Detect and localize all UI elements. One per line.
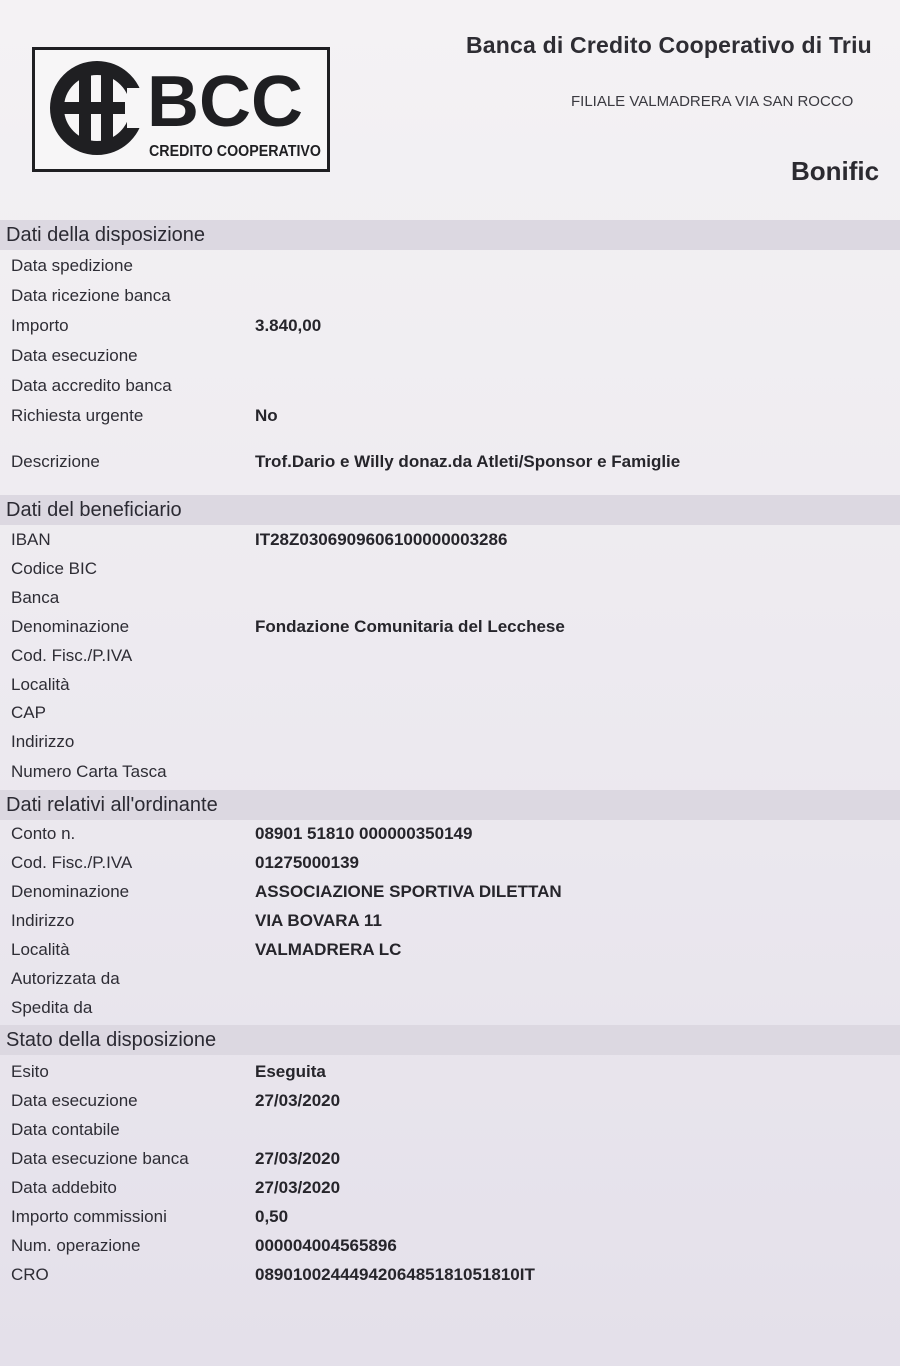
field-row	[0, 1088, 900, 1116]
logo-text: BCC	[147, 62, 303, 142]
field-label: Banca	[11, 588, 60, 607]
field-label: Conto n.	[11, 824, 76, 843]
field-value: 3.840,00	[255, 316, 322, 335]
section-header-stato	[0, 1025, 900, 1055]
section-header-disposizione	[0, 220, 900, 250]
field-row	[0, 995, 900, 1023]
field-label: Data contabile	[11, 1120, 120, 1139]
field-label: IBAN	[11, 530, 51, 549]
field-label: Data ricezione banca	[11, 286, 171, 305]
field-label: Data accredito banca	[11, 376, 172, 395]
field-label: Esito	[11, 1062, 49, 1081]
section-header-beneficiario	[0, 495, 900, 525]
field-value: 0,50	[255, 1207, 289, 1226]
field-row	[0, 700, 900, 728]
field-value: 000004004565896	[255, 1236, 397, 1255]
field-row	[0, 1204, 900, 1232]
field-label: CRO	[11, 1265, 49, 1284]
field-label: Autorizzata da	[11, 969, 120, 988]
field-value: 27/03/2020	[255, 1178, 341, 1197]
field-label: CAP	[11, 703, 46, 722]
field-row	[0, 821, 900, 849]
field-row	[0, 672, 900, 700]
branch-address: FILIALE VALMADRERA VIA SAN ROCCO	[571, 93, 854, 110]
field-label: Data addebito	[11, 1178, 117, 1197]
field-row	[0, 449, 900, 477]
field-row	[0, 283, 900, 311]
field-label: Cod. Fisc./P.IVA	[11, 646, 133, 665]
field-row	[0, 403, 900, 431]
field-row	[0, 585, 900, 613]
field-label: Indirizzo	[11, 732, 75, 751]
field-label: Indirizzo	[11, 911, 75, 930]
field-label: Data esecuzione banca	[11, 1149, 189, 1168]
field-row	[0, 729, 900, 757]
field-label: Località	[11, 940, 70, 959]
field-row	[0, 966, 900, 994]
document-title: Bonific	[791, 156, 880, 186]
field-value: Fondazione Comunitaria del Lecchese	[255, 617, 565, 636]
field-value: ASSOCIAZIONE SPORTIVA DILETTAN	[255, 882, 562, 901]
field-row	[0, 759, 900, 787]
field-label: Data esecuzione	[11, 346, 138, 365]
field-row	[0, 253, 900, 281]
field-label: Spedita da	[11, 998, 93, 1017]
field-row	[0, 1117, 900, 1145]
field-label: Denominazione	[11, 617, 130, 636]
field-label: Denominazione	[11, 882, 130, 901]
field-label: Località	[11, 675, 70, 694]
field-row	[0, 879, 900, 907]
field-row	[0, 1059, 900, 1087]
field-row	[0, 614, 900, 642]
field-label: Importo commissioni	[11, 1207, 167, 1226]
field-label: Richiesta urgente	[11, 406, 144, 425]
field-row	[0, 1262, 900, 1290]
field-label: Numero Carta Tasca	[11, 762, 167, 781]
field-value: 01275000139	[255, 853, 360, 872]
bank-name: Banca di Credito Cooperativo di Triu	[466, 32, 872, 58]
field-value: VALMADRERA LC	[255, 940, 402, 959]
bcc-logo-mark-icon	[35, 50, 327, 169]
field-value: VIA BOVARA 11	[255, 911, 382, 930]
field-value: 0890100244494206485181051810IT	[255, 1265, 535, 1284]
field-label: Data spedizione	[11, 256, 133, 275]
field-value: 27/03/2020	[255, 1091, 341, 1110]
field-label: Num. operazione	[11, 1236, 141, 1255]
field-value: 27/03/2020	[255, 1149, 341, 1168]
field-value: No	[255, 406, 278, 425]
field-label: Descrizione	[11, 452, 100, 471]
field-row	[0, 1233, 900, 1261]
field-row	[0, 556, 900, 584]
field-label: Cod. Fisc./P.IVA	[11, 853, 133, 872]
field-row	[0, 527, 900, 555]
logo-subtext: CREDITO COOPERATIVO	[149, 143, 321, 160]
section-title: Dati della disposizione	[6, 224, 206, 246]
field-row	[0, 1146, 900, 1174]
field-value: Eseguita	[255, 1062, 326, 1081]
field-value: IT28Z0306909606100000003286	[255, 530, 508, 549]
field-row	[0, 643, 900, 671]
section-title: Stato della disposizione	[6, 1029, 217, 1051]
field-row	[0, 937, 900, 965]
bcc-logo	[32, 47, 330, 172]
field-label: Codice BIC	[11, 559, 97, 578]
field-row	[0, 850, 900, 878]
section-title: Dati del beneficiario	[6, 499, 182, 521]
section-header-ordinante	[0, 790, 900, 820]
field-row	[0, 1175, 900, 1203]
field-row	[0, 373, 900, 401]
field-label: Importo	[11, 316, 69, 335]
field-value: Trof.Dario e Willy donaz.da Atleti/Sponsor e Famiglie	[255, 452, 681, 471]
field-value: 08901 51810 000000350149	[255, 824, 473, 843]
field-row	[0, 908, 900, 936]
field-label: Data esecuzione	[11, 1091, 138, 1110]
section-title: Dati relativi all'ordinante	[6, 794, 218, 816]
field-row	[0, 313, 900, 341]
field-row	[0, 343, 900, 371]
